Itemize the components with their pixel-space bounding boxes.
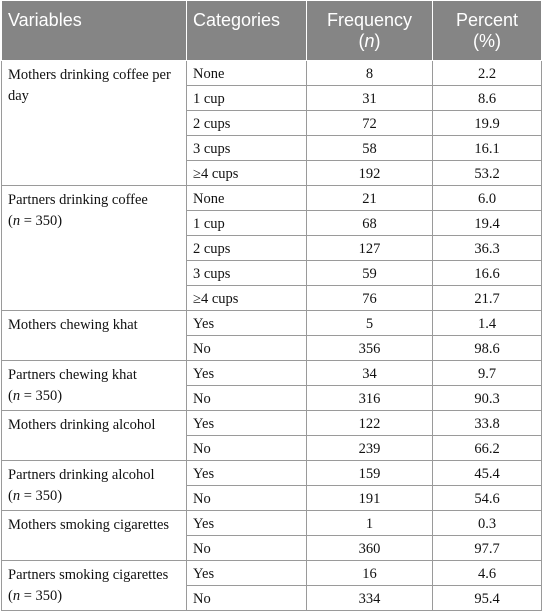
variable-cell bbox=[2, 411, 187, 461]
category-cell: 3 cups bbox=[187, 136, 307, 161]
category-cell: No bbox=[187, 586, 307, 611]
table-row bbox=[2, 61, 542, 86]
percent-cell: 21.7 bbox=[433, 286, 542, 311]
frequency-cell: 239 bbox=[307, 436, 433, 461]
variable-cell bbox=[2, 61, 187, 186]
header-percent bbox=[433, 1, 542, 61]
variable-cell bbox=[2, 311, 187, 361]
variable-label: Mothers smoking cigarettes bbox=[8, 517, 170, 533]
frequency-cell: 191 bbox=[307, 486, 433, 511]
sample-size-note: (n = 350) bbox=[8, 488, 63, 504]
sample-size-value: = 350) bbox=[23, 588, 63, 604]
category-cell: No bbox=[187, 336, 307, 361]
category-cell: No bbox=[187, 536, 307, 561]
percent-cell: 45.4 bbox=[433, 461, 542, 486]
variable-cell bbox=[2, 361, 187, 411]
percent-cell: 90.3 bbox=[433, 386, 542, 411]
percent-cell: 0.3 bbox=[433, 511, 542, 536]
data-table bbox=[1, 0, 542, 611]
frequency-cell: 360 bbox=[307, 536, 433, 561]
percent-cell: 2.2 bbox=[433, 61, 542, 86]
frequency-cell: 72 bbox=[307, 111, 433, 136]
percent-cell: 1.4 bbox=[433, 311, 542, 336]
category-cell: No bbox=[187, 486, 307, 511]
frequency-cell: 127 bbox=[307, 236, 433, 261]
frequency-cell: 5 bbox=[307, 311, 433, 336]
sample-size-note: (n = 350) bbox=[8, 388, 63, 404]
header-categories: Categories bbox=[187, 1, 307, 61]
percent-cell: 54.6 bbox=[433, 486, 542, 511]
percent-cell: 98.6 bbox=[433, 336, 542, 361]
header-row bbox=[2, 1, 542, 61]
frequency-cell: 68 bbox=[307, 211, 433, 236]
frequency-cell: 58 bbox=[307, 136, 433, 161]
category-cell: 2 cups bbox=[187, 111, 307, 136]
percent-cell: 19.4 bbox=[433, 211, 542, 236]
sample-size-value: = 350) bbox=[23, 488, 63, 504]
variable-cell bbox=[2, 561, 187, 611]
percent-cell: 66.2 bbox=[433, 436, 542, 461]
header-frequency-unit: n bbox=[364, 31, 375, 51]
category-cell: Yes bbox=[187, 511, 307, 536]
frequency-cell: 159 bbox=[307, 461, 433, 486]
category-cell: 1 cup bbox=[187, 86, 307, 111]
sample-size-value: = 350) bbox=[23, 213, 63, 229]
variable-label: Partners drinking alcohol bbox=[8, 467, 155, 483]
frequency-cell: 76 bbox=[307, 286, 433, 311]
frequency-cell: 122 bbox=[307, 411, 433, 436]
frequency-cell: 192 bbox=[307, 161, 433, 186]
category-cell: Yes bbox=[187, 411, 307, 436]
frequency-cell: 8 bbox=[307, 61, 433, 86]
category-cell: 2 cups bbox=[187, 236, 307, 261]
category-cell: ≥4 cups bbox=[187, 286, 307, 311]
header-percent-unit: (%) bbox=[473, 31, 501, 51]
frequency-cell: 16 bbox=[307, 561, 433, 586]
category-cell: No bbox=[187, 436, 307, 461]
frequency-cell: 31 bbox=[307, 86, 433, 111]
table-row bbox=[2, 411, 542, 436]
frequency-cell: 334 bbox=[307, 586, 433, 611]
table-row bbox=[2, 461, 542, 486]
percent-cell: 53.2 bbox=[433, 161, 542, 186]
table-row bbox=[2, 186, 542, 211]
variable-label: Partners drinking coffee bbox=[8, 192, 148, 208]
variable-cell bbox=[2, 511, 187, 561]
table-row bbox=[2, 561, 542, 586]
header-frequency: Frequency (n) bbox=[307, 1, 433, 61]
category-cell: 3 cups bbox=[187, 261, 307, 286]
category-cell: Yes bbox=[187, 361, 307, 386]
percent-cell: 97.7 bbox=[433, 536, 542, 561]
percent-cell: 6.0 bbox=[433, 186, 542, 211]
percent-cell: 33.8 bbox=[433, 411, 542, 436]
frequency-cell: 59 bbox=[307, 261, 433, 286]
category-cell: None bbox=[187, 186, 307, 211]
sample-size-note: (n = 350) bbox=[8, 213, 63, 229]
variable-cell bbox=[2, 461, 187, 511]
percent-cell: 4.6 bbox=[433, 561, 542, 586]
percent-cell: 19.9 bbox=[433, 111, 542, 136]
frequency-cell: 356 bbox=[307, 336, 433, 361]
category-cell: 1 cup bbox=[187, 211, 307, 236]
category-cell: Yes bbox=[187, 561, 307, 586]
category-cell: None bbox=[187, 61, 307, 86]
category-cell: Yes bbox=[187, 311, 307, 336]
variable-label: Mothers drinking alcohol bbox=[8, 417, 156, 433]
table-row bbox=[2, 361, 542, 386]
category-cell: Yes bbox=[187, 461, 307, 486]
percent-cell: 8.6 bbox=[433, 86, 542, 111]
frequency-cell: 34 bbox=[307, 361, 433, 386]
sample-size-note: (n = 350) bbox=[8, 588, 63, 604]
variable-label: Mothers drinking coffee per day bbox=[8, 67, 171, 104]
header-frequency-label: Frequency bbox=[326, 10, 413, 30]
variable-label: Partners chewing khat bbox=[8, 367, 137, 383]
variable-label: Mothers chewing khat bbox=[8, 317, 138, 333]
header-variables: Variables bbox=[2, 1, 187, 61]
percent-cell: 95.4 bbox=[433, 586, 542, 611]
table-row bbox=[2, 311, 542, 336]
variable-label: Partners smoking cigarettes bbox=[8, 567, 169, 583]
frequency-cell: 1 bbox=[307, 511, 433, 536]
category-cell: ≥4 cups bbox=[187, 161, 307, 186]
percent-cell: 36.3 bbox=[433, 236, 542, 261]
header-percent-label: Percent bbox=[455, 10, 519, 30]
percent-cell: 16.1 bbox=[433, 136, 542, 161]
percent-cell: 16.6 bbox=[433, 261, 542, 286]
variable-cell bbox=[2, 186, 187, 311]
frequency-cell: 21 bbox=[307, 186, 433, 211]
table-body bbox=[2, 61, 542, 611]
category-cell: No bbox=[187, 386, 307, 411]
frequency-cell: 316 bbox=[307, 386, 433, 411]
sample-size-value: = 350) bbox=[23, 388, 63, 404]
table-row bbox=[2, 511, 542, 536]
percent-cell: 9.7 bbox=[433, 361, 542, 386]
table-header bbox=[2, 1, 542, 61]
